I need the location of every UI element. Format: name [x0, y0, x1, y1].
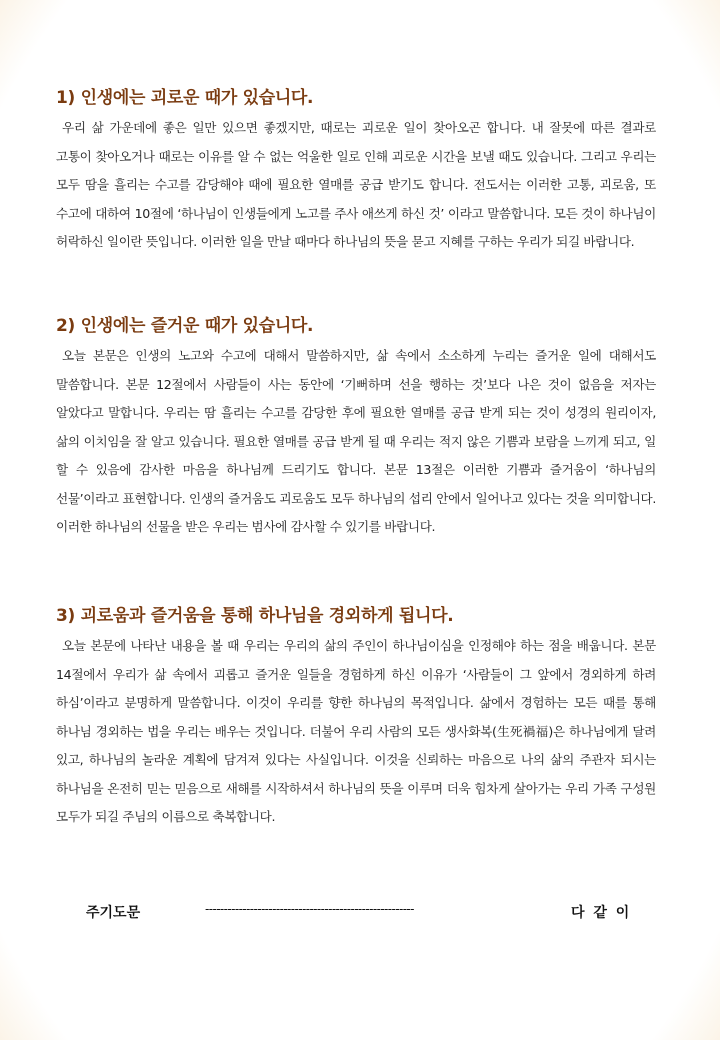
closing-prayer-row [0, 900, 720, 924]
section-1-body [56, 114, 656, 257]
section-1 [56, 86, 656, 257]
lords-prayer-label: 주기도문 [86, 905, 141, 921]
section-2-body [56, 342, 656, 542]
section-3-body-text: 오늘 본문에 나타난 내용을 볼 때 우리는 우리의 삶의 주인이 하나님이심을 인정해야 하는 점을 배웁니다. 본문 14절에서 우리가 삶 속에서 괴롭고 즐거운 일들을 경험하게 하신 이유가 ‘사람들이 그 앞에서 경외하게 하려 하심’이라고 분명하게 말씀합니다. 이것이 우리를 향한 하나님의 목적입니다. 삶에서 경험하는 모든 때를 통해 하나님 경외하는 법을 우리는 배우는 것입니다. 더불어 우리 사람의 모든 생사화복(生死禍福)은 하나님에게 달려 있고, 하나님의 놀라운 계획에 담겨져 있다는 사실입니다. 이것을 신뢰하는 마음으로 나의 삶의 주관자 되시는 하나님을 온전히 믿는 믿음으로 새해를 시작하셔서 하나님의 뜻을 이루며 더욱 힘차게 살아가는 우리 가족 구성원 모두가 되길 주님의 이름으로 축복합니다. [56, 638, 656, 824]
section-3-heading: 3) 괴로움과 즐거움을 통해 하나님을 경외하게 됩니다. [56, 606, 454, 626]
section-2-heading: 2) 인생에는 즐거운 때가 있습니다. [56, 316, 314, 336]
all-together-label: 다 같 이 [571, 905, 632, 921]
section-1-body-text: 우리 삶 가운데에 좋은 일만 있으면 좋겠지만, 때로는 괴로운 일이 찾아오곤 합니다. 내 잘못에 따른 결과로 고통이 찾아오거나 때로는 이유를 알 수 없는 억울한 일로 인해 괴로운 시간을 보낼 때도 있습니다. 그리고 우리는 모두 땀을 흘리는 수고를 감당해야 때에 필요한 열매를 공급 받기도 합니다. 전도서는 이러한 고통, 괴로움, 또 수고에 대하여 10절에 ‘하나님이 인생들에게 노고를 주사 애쓰게 하신 것’ 이라고 말씀합니다. 모든 것이 하나님이 허락하신 일이란 뜻입니다. 이러한 일을 만날 때마다 하나님의 뜻을 묻고 지혜를 구하는 우리가 되길 바랍니다. [56, 120, 656, 249]
section-3 [56, 604, 656, 832]
section-2 [56, 314, 656, 542]
section-2-body-text: 오늘 본문은 인생의 노고와 수고에 대해서 말씀하지만, 삶 속에서 소소하게 누리는 즐거운 일에 대해서도 말씀합니다. 본문 12절에서 사람들이 사는 동안에 ‘기뻐하며 선을 행하는 것’보다 나은 것이 없음을 저자는 알았다고 말합니다. 우리는 땀 흘리는 수고를 감당한 후에 필요한 열매를 공급 받게 되는 것이 성경의 원리이자, 삶의 이치임을 잘 알고 있습니다. 필요한 열매를 공급 받게 될 때 우리는 적지 않은 기쁨과 보람을 느끼게 되고, 일 할 수 있음에 감사한 마음을 하나님께 드리기도 합니다. 본문 13절은 이러한 기쁨과 즐거움이 ‘하나님의 선물’이라고 표현합니다. 인생의 즐거움도 괴로움도 모두 하나님의 섭리 안에서 일어나고 있다는 것을 의미합니다. 이러한 하나님의 선물을 받은 우리는 범사에 감사할 수 있기를 바랍니다. [56, 348, 656, 534]
section-1-heading: 1) 인생에는 괴로운 때가 있습니다. [56, 88, 314, 108]
dotted-leader: -------------------------------------------------------- [205, 902, 414, 916]
section-3-body [56, 632, 656, 832]
